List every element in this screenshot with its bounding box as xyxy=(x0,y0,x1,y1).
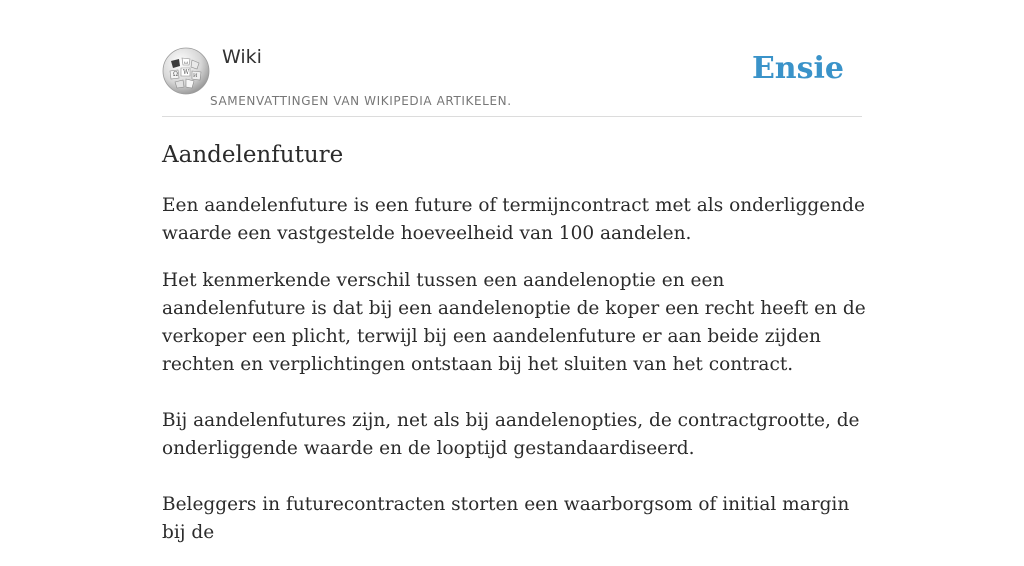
article-title: Aandelenfuture xyxy=(162,142,344,168)
article-paragraph: Beleggers in futurecontracten storten een waarborgsom of initial margin bij de xyxy=(162,494,850,543)
site-tagline: SAMENVATTINGEN VAN WIKIPEDIA ARTIKELEN. xyxy=(210,94,512,108)
svg-text:W: W xyxy=(183,69,190,76)
svg-text:И: И xyxy=(193,73,198,79)
wikipedia-globe-icon[interactable] xyxy=(162,47,210,95)
svg-text:Ω: Ω xyxy=(173,71,178,78)
article-paragraph: Bij aandelenfutures zijn, net als bij aandelenopties, de contractgrootte, de onderliggende waarde en de looptijd gestandaardiseerd. xyxy=(162,410,860,459)
article-content xyxy=(162,138,867,566)
svg-text:ω: ω xyxy=(184,60,189,66)
site-name[interactable]: Wiki xyxy=(222,46,262,68)
article-paragraph: Het kenmerkende verschil tussen een aandelenoptie en een aandelenfuture is dat bij een aandelenoptie de koper een recht heeft en de verkoper een plicht, terwijl bij een aandelenfuture er aan beide zijden rechten en verplichtingen ontstaan bij het sluiten van het contract. xyxy=(162,270,866,375)
brand-logo-link[interactable]: Ensie xyxy=(751,51,844,86)
article-paragraph: Een aandelenfuture is een future of termijncontract met als onderliggende waarde een vastgestelde hoeveelheid van 100 aandelen. xyxy=(162,195,865,244)
site-header xyxy=(162,44,862,117)
